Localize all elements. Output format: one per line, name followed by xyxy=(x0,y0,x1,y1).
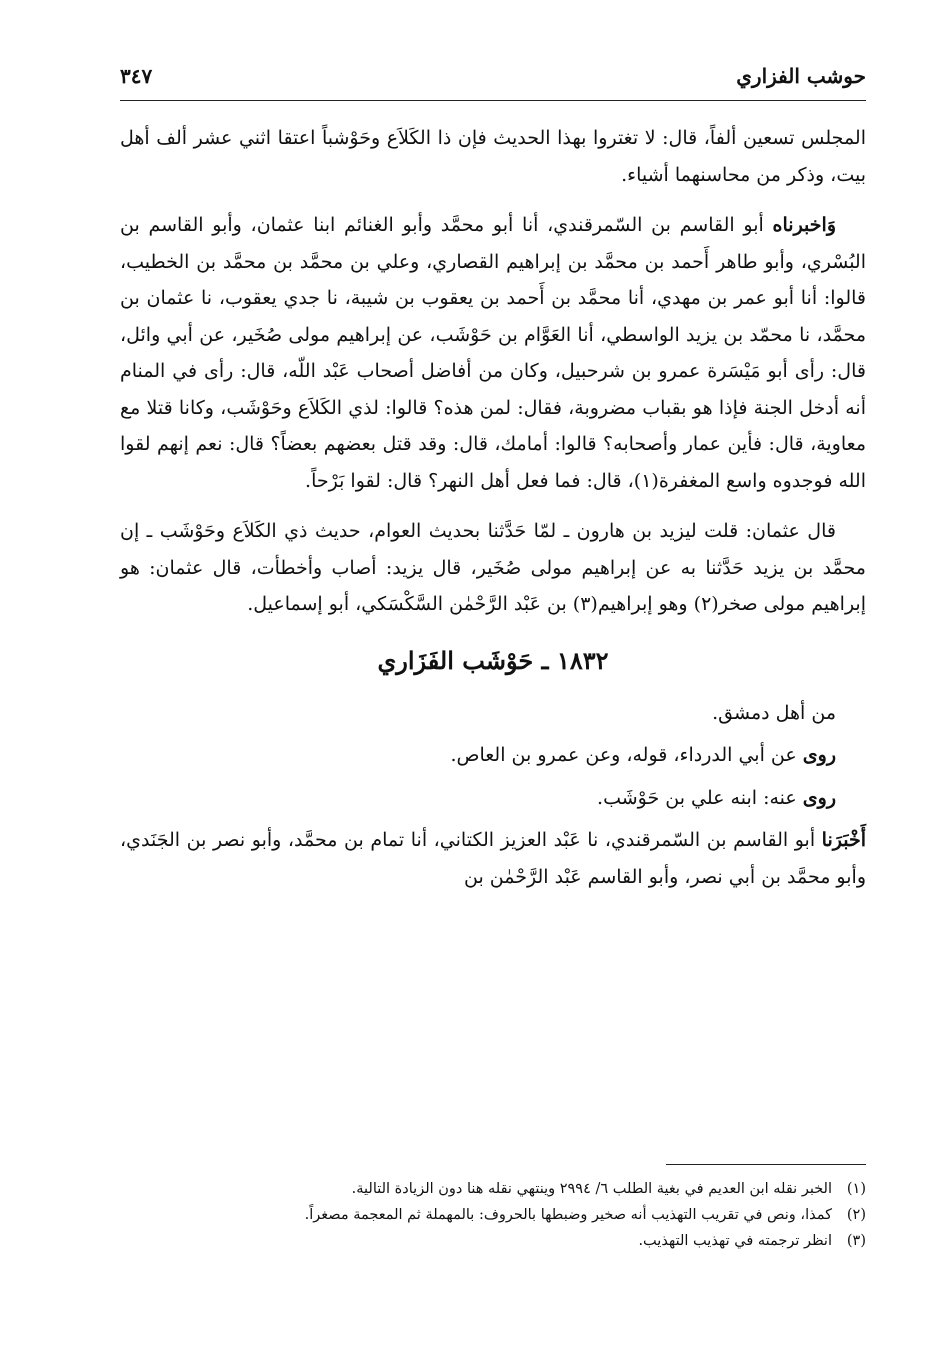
footnote-3-text: انظر ترجمته في تهذيب التهذيب. xyxy=(638,1233,832,1249)
footnote-1 xyxy=(120,1176,866,1202)
footnote-3-number: (٣) xyxy=(846,1233,866,1249)
main-text xyxy=(120,120,866,909)
paragraph-2-text: أبو القاسم بن السّمرقندي، أنا أبو محمَّد وأبو الغنائم ابنا عثمان، وأبو القاسم بن البُسْري، وأبو طاهر أَحمد بن محمَّد بن إبراهيم القصاري، وعلي بن محمَّد بن محمَّد بن الخطيب، قالوا: أنا أبو عمر بن مهدي، أنا محمَّد بن أَحمد بن يعقوب بن شيبة، نا جدي يعقوب، نا عثمان بن محمَّد، نا محمّد بن يزيد الواسطي، أنا العَوَّام بن حَوْشَب، عن إبراهيم مولى صُخَير، عن أبي وائل، قال: رأى أبو مَيْسَرة عمرو بن شرحبيل، وكان من أفاضل أصحاب عَبْد اللّه، قال: رأى في المنام أنه أدخل الجنة فإذا هو بقباب مضروبة، فقال: لمن هذه؟ قالوا: لذي الكَلاَع وحَوْشَب، وكانا قتلا مع معاوية، قال: فأين عمار وأصحابه؟ قالوا: أمامك، قال: وقد قتل بعضهم بعضاً؟ قال: نعم إنهم لقوا الله فوجدوه واسع المغفرة(١)، قال: فما فعل أهل النهر؟ قال: لقوا بَرْحاً. xyxy=(120,214,866,492)
narrated-by-line xyxy=(120,780,866,817)
final-paragraph-lead: أَخْبَرَنا xyxy=(821,829,866,851)
narrated-from-text: عن أبي الدرداء، قوله، وعن عمرو بن العاص. xyxy=(450,744,803,766)
paragraph-2 xyxy=(120,207,866,499)
paragraph-2-lead: وَاخبرناه xyxy=(772,214,836,236)
paragraph-1 xyxy=(120,120,866,193)
footnote-1-text: الخبر نقله ابن العديم في بغية الطلب ٦/ ٢٩٩٤ وينتهي نقله هنا دون الزيادة التالية. xyxy=(351,1181,832,1197)
page-number: ٣٤٧ xyxy=(120,64,153,88)
narrated-by-lead: روى xyxy=(802,786,836,809)
narrated-by-text: عنه: ابنه علي بن حَوْشَب. xyxy=(597,786,803,809)
footnote-1-number: (١) xyxy=(846,1181,866,1197)
origin-line: من أهل دمشق. xyxy=(712,701,836,724)
footnote-2-number: (٢) xyxy=(846,1207,866,1223)
narrated-from-line xyxy=(120,737,866,774)
final-paragraph xyxy=(120,822,866,895)
paragraph-3 xyxy=(120,513,866,623)
footnote-2 xyxy=(120,1202,866,1228)
footnote-2-text: كمذا، ونص في تقريب التهذيب أنه صخير وضبطها بالحروف: بالمهملة ثم المعجمة مصغراً. xyxy=(304,1207,832,1223)
section-heading: ١٨٣٢ ـ حَوْشَب الفَزَاري xyxy=(377,645,609,675)
running-title: حوشب الفزاري xyxy=(736,64,866,88)
paragraph-1-text: المجلس تسعين ألفاً، قال: لا تغتروا بهذا الحديث فإن ذا الكَلاَع وحَوْشباً اعتقا اثني عشر ألف أهل بيت، وذكر من محاسنهما أشياء. xyxy=(120,127,866,186)
footnote-separator xyxy=(666,1164,866,1165)
paragraph-3-text: قال عثمان: قلت ليزيد بن هارون ـ لمّا حَدَّثنا بحديث العوام، حديث ذي الكَلاَع وحَوْشَب ـ إن محمَّد بن يزيد حَدَّثنا به عن إبراهيم مولى صُخَير، قال يزيد: أصاب وأخطأت، قال عثمان: هو إبراهيم مولى صخر(٢) وهو إبراهيم(٣) بن عَبْد الرَّحْمٰن السَّكْسَكي، أبو إسماعيل. xyxy=(120,520,866,615)
footnote-3 xyxy=(120,1228,866,1254)
page-header xyxy=(120,62,866,101)
footnotes xyxy=(120,1176,866,1254)
narrated-from-lead: روى xyxy=(802,744,836,766)
final-paragraph-text: أبو القاسم بن السّمرقندي، نا عَبْد العزيز الكتاني، أنا تمام بن محمَّد، وأبو نصر بن الجَنَدي، وأبو محمَّد بن أبي نصر، وأبو القاسم عَبْد الرَّحْمٰن بن xyxy=(120,829,866,888)
